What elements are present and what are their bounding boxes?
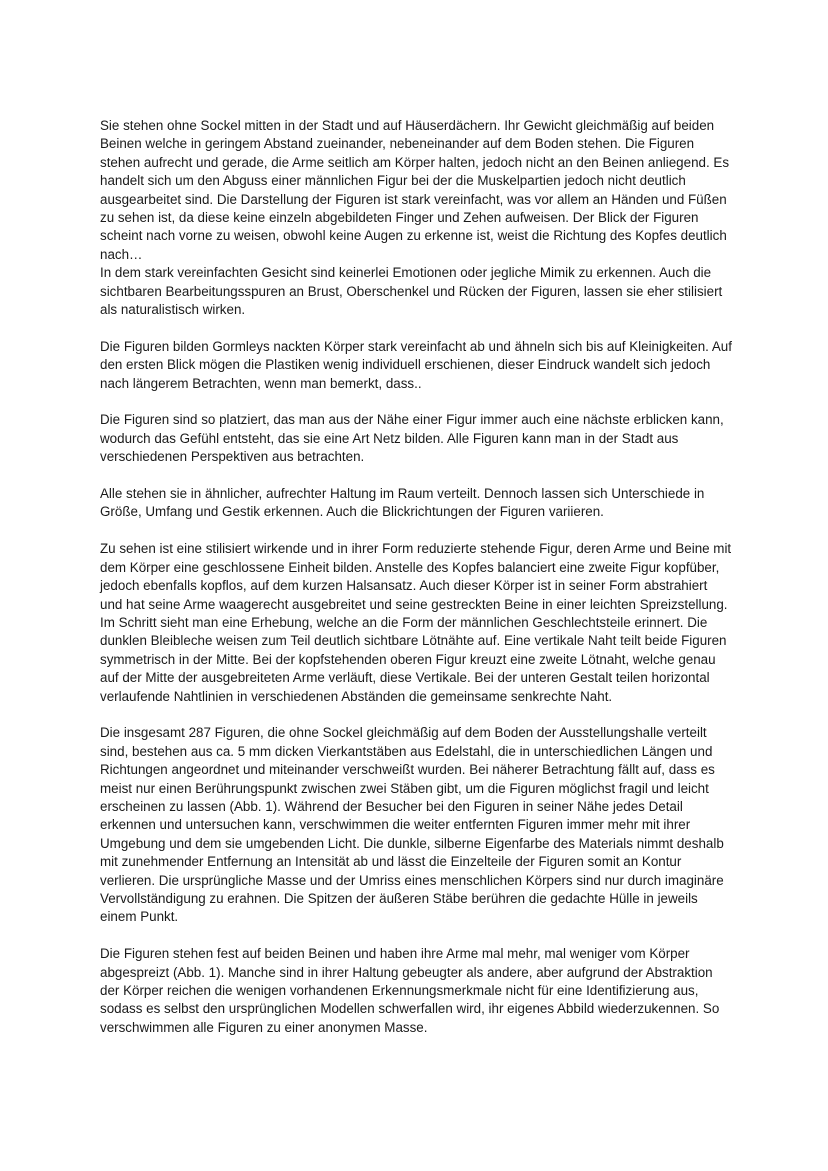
- paragraph-text: Die Figuren stehen fest auf beiden Beinen und haben ihre Arme mal mehr, mal weniger vom Körper abgespreizt (Abb. 1). Manche sind in ihrer Haltung gebeugter als andere, aber aufgrund der Abstraktion der Körper reichen die wenigen vorhandenen Erkennungsmerkmale nicht für eine Identifizierung aus, sodass es selbst den ursprünglichen Modellen schwerfallen wird, ihr eigenes Abbild wiederzukennen. So verschwimmen alle Figuren zu einer anonymen Masse.: [100, 946, 720, 1035]
- paragraph-text: Die insgesamt 287 Figuren, die ohne Sockel gleichmäßig auf dem Boden der Ausstellungshalle verteilt sind, bestehen aus ca. 5 mm dicken Vierkantstäben aus Edelstahl, die in unterschiedlichen Längen und Richtungen angeordnet und miteinander verschweißt wurden. Bei näherer Betrachtung fällt auf, dass es meist nur einen Berührungspunkt zwischen zwei Stäben gibt, um die Figuren möglichst fragil und leicht erscheinen zu lassen (Abb. 1). Während der Besucher bei den Figuren in seiner Nähe jedes Detail erkennen und untersuchen kann, verschwimmen die weiter entfernten Figuren immer mehr mit ihrer Umgebung und dem sie umgebenden Licht. Die dunkle, silberne Eigenfarbe des Materials nimmt deshalb mit zunehmender Entfernung an Intensität ab und lässt die Einzelteile der Figuren somit an Kontur verlieren. Die ursprüngliche Masse und der Umriss eines menschlichen Körpers sind nur durch imaginäre Vervollständigung zu erahnen. Die Spitzen der äußeren Stäbe berühren die gedachte Hülle in jeweils einem Punkt.: [100, 725, 724, 925]
- paragraph-text: In dem stark vereinfachten Gesicht sind keinerlei Emotionen oder jegliche Mimik zu erkennen. Auch die sichtbaren Bearbeitungsspuren an Brust, Oberschenkel und Rücken der Figuren, lassen sie eher stilisiert als naturalistisch wirken.: [100, 265, 723, 318]
- paragraph-6: [100, 724, 732, 926]
- paragraph-text: Die Figuren sind so platziert, das man aus der Nähe einer Figur immer auch eine nächste erblicken kann, wodurch das Gefühl entsteht, das sie eine Art Netz bilden. Alle Figuren kann man in der Stadt aus verschiedenen Perspektiven aus betrachten.: [100, 412, 724, 465]
- paragraph-1: [100, 117, 732, 319]
- paragraph-text: Alle stehen sie in ähnlicher, aufrechter Haltung im Raum verteilt. Dennoch lassen sich Unterschiede in Größe, Umfang und Gestik erkennen. Auch die Blickrichtungen der Figuren variieren.: [100, 486, 705, 520]
- paragraph-5: [100, 540, 732, 706]
- paragraph-text: Sie stehen ohne Sockel mitten in der Stadt und auf Häuserdächern. Ihr Gewicht gleichmäßig auf beiden Beinen welche in geringem Abstand zueinander, nebeneinander auf dem Boden stehen. Die Figuren stehen aufrecht und gerade, die Arme seitlich am Körper halten, jedoch nicht an den Beinen anliegend. Es handelt sich um den Abguss einer männlichen Figur bei der die Muskelpartien jedoch nicht deutlich ausgearbeitet sind. Die Darstellung der Figuren ist stark vereinfacht, was vor allem an Händen und Füßen zu sehen ist, da diese keine einzeln abgebildeten Finger und Zehen aufweisen. Der Blick der Figuren scheint nach vorne zu weisen, obwohl keine Augen zu erkenne ist, weist die Richtung des Kopfes deutlich nach…: [100, 118, 730, 262]
- paragraph-2: [100, 338, 732, 393]
- paragraph-text: Die Figuren bilden Gormleys nackten Körper stark vereinfacht ab und ähneln sich bis auf Kleinigkeiten. Auf den ersten Blick mögen die Plastiken wenig individuell erschienen, dieser Eindruck wandelt sich jedoch nach längerem Betrachten, wenn man bemerkt, dass..: [100, 338, 732, 391]
- paragraph-text: Zu sehen ist eine stilisiert wirkende und in ihrer Form reduzierte stehende Figur, deren Arme und Beine mit dem Körper eine geschlossene Einheit bilden. Anstelle des Kopfes balanciert eine zweite Figur kopfüber, jedoch ebenfalls kopflos, auf dem kurzen Halsansatz. Auch dieser Körper ist in seiner Form abstrahiert und hat seine Arme waagerecht ausgebreitet und seine gestreckten Beine in einer leichten Spreizstellung. Im Schritt sieht man eine Erhebung, welche an die Form der männlichen Geschlechtsteile erinnert. Die dunklen Bleibleche weisen zum Teil deutlich sichtbare Lötnähte auf. Eine vertikale Naht teilt beide Figuren symmetrisch in der Mitte. Bei der kopfstehenden oberen Figur kreuzt eine zweite Lötnaht, welche genau auf der Mitte der ausgebreiteten Arme verläuft, diese Vertikale. Bei der unteren Gestalt teilen horizontal verlaufende Nahtlinien in verschiedenen Abständen die gemeinsame senkrechte Naht.: [100, 541, 732, 704]
- paragraph-3: [100, 411, 732, 466]
- paragraph-7: [100, 945, 732, 1037]
- document-page: [100, 117, 732, 1056]
- paragraph-4: [100, 485, 732, 522]
